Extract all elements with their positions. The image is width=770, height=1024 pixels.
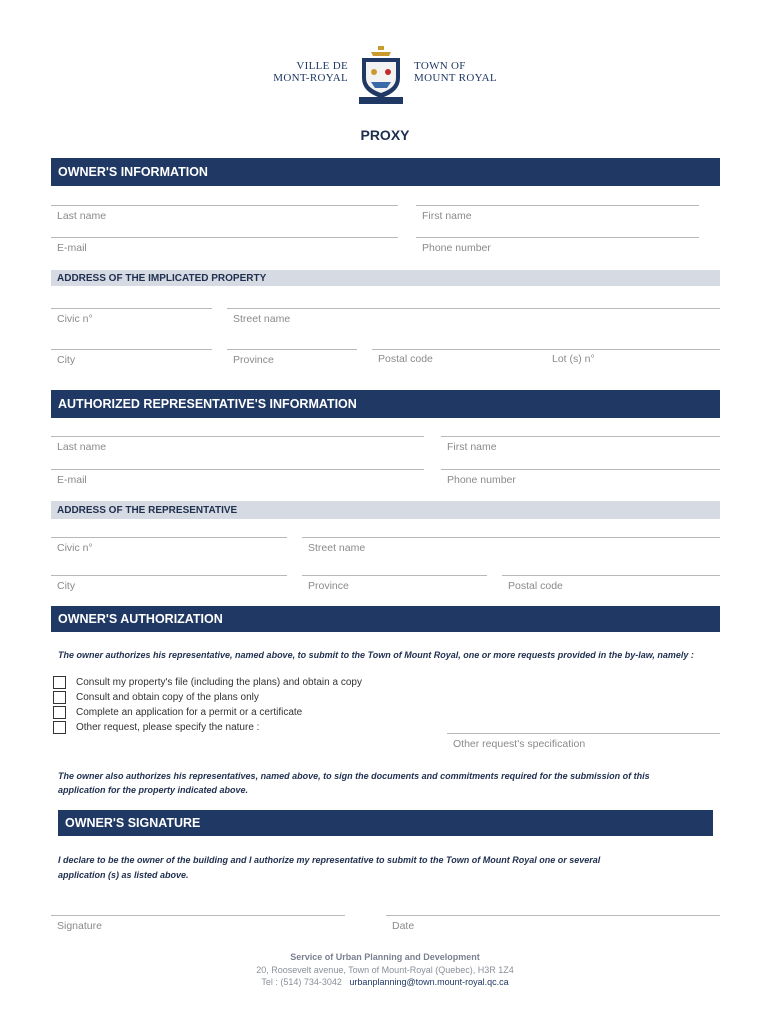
- footer-address: 20, Roosevelt avenue, Town of Mount-Royal (Quebec), H3R 1Z4: [256, 965, 514, 975]
- coat-of-arms-logo: [357, 44, 405, 108]
- property-lot-field[interactable]: Lot (s) n°: [552, 353, 595, 365]
- rep-street-field[interactable]: Street name: [302, 537, 720, 556]
- sign-documents-text-2: application for the property indicated above.: [58, 785, 249, 795]
- footer-service: Service of Urban Planning and Development: [290, 952, 480, 962]
- rep-civic-field[interactable]: Civic n°: [51, 537, 287, 556]
- owner-email-field[interactable]: E-mail: [51, 237, 398, 256]
- property-civic-field[interactable]: Civic n°: [51, 308, 212, 327]
- logo-en-line1: TOWN OF: [414, 60, 466, 72]
- property-postal-field[interactable]: Postal code: [378, 353, 433, 365]
- signature-field[interactable]: Signature: [51, 915, 345, 934]
- owner-info-heading: OWNER'S INFORMATION: [51, 158, 720, 186]
- option-consult-plans-label: Consult and obtain copy of the plans only: [76, 692, 259, 703]
- rep-email-field[interactable]: E-mail: [51, 469, 424, 488]
- declaration-text-1: I declare to be the owner of the building and I authorize my representative to submit to the Town of Mount Royal one or several: [58, 855, 601, 865]
- other-request-spec-field[interactable]: Other request's specification: [447, 733, 720, 752]
- owner-authorization-heading: OWNER'S AUTHORIZATION: [51, 606, 720, 632]
- rep-phone-field[interactable]: Phone number: [441, 469, 720, 488]
- representative-info-heading: AUTHORIZED REPRESENTATIVE'S INFORMATION: [51, 390, 720, 418]
- rep-address-heading: ADDRESS OF THE REPRESENTATIVE: [51, 501, 720, 519]
- owner-last-name-field[interactable]: Last name: [51, 205, 398, 224]
- authorization-intro-text: The owner authorizes his representative, named above, to submit to the Town of Mount Royal, one or more requests provided in the by-law, namely :: [58, 650, 694, 660]
- footer-email-link[interactable]: urbanplanning@town.mount-royal.qc.ca: [349, 977, 509, 987]
- logo-fr-line1: VILLE DE: [296, 60, 348, 72]
- rep-last-name-field[interactable]: Last name: [51, 436, 424, 455]
- rep-province-field[interactable]: Province: [302, 575, 487, 594]
- property-city-field[interactable]: City: [51, 349, 212, 368]
- rep-first-name-field[interactable]: First name: [441, 436, 720, 455]
- property-street-field[interactable]: Street name: [227, 308, 720, 327]
- property-province-field[interactable]: Province: [227, 349, 357, 368]
- logo-text-fr: [262, 60, 348, 84]
- option-consult-file-checkbox[interactable]: [53, 676, 66, 689]
- property-address-heading: ADDRESS OF THE IMPLICATED PROPERTY: [51, 270, 720, 286]
- option-consult-file-label: Consult my property's file (including the plans) and obtain a copy: [76, 677, 362, 688]
- declaration-text-2: application (s) as listed above.: [58, 870, 189, 880]
- logo-en-line2: MOUNT ROYAL: [414, 72, 497, 84]
- property-postal-lot-line: [372, 349, 720, 350]
- rep-postal-field[interactable]: Postal code: [502, 575, 720, 589]
- option-consult-plans-checkbox[interactable]: [53, 691, 66, 704]
- option-other-request-checkbox[interactable]: [53, 721, 66, 734]
- logo-text-en: [414, 60, 524, 84]
- option-permit-application-label: Complete an application for a permit or a certificate: [76, 707, 303, 718]
- owner-first-name-field[interactable]: First name: [416, 205, 699, 224]
- sign-documents-text-1: The owner also authorizes his representatives, named above, to sign the documents and commitments required for the submission of this: [58, 771, 650, 781]
- option-permit-application-checkbox[interactable]: [53, 706, 66, 719]
- footer-contact: [0, 977, 770, 987]
- footer-tel: Tel : (514) 734-3042: [261, 977, 342, 987]
- page-title: PROXY: [360, 127, 410, 143]
- owner-phone-field[interactable]: Phone number: [416, 237, 699, 256]
- owner-signature-heading: OWNER'S SIGNATURE: [58, 810, 713, 836]
- option-other-request-label: Other request, please specify the nature :: [76, 722, 260, 733]
- date-field[interactable]: Date: [386, 915, 720, 934]
- rep-city-field[interactable]: City: [51, 575, 287, 594]
- logo-fr-line2: MONT-ROYAL: [273, 72, 348, 84]
